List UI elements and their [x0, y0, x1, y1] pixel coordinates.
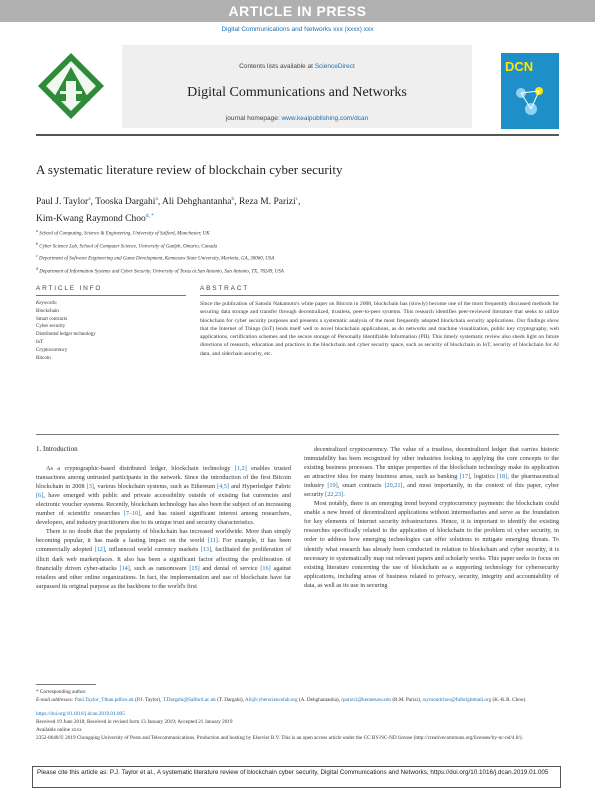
abstract-rule — [200, 295, 559, 296]
author-separator: , — [90, 197, 96, 208]
cite-this-article-box: Please cite this article as: P.J. Taylor et al., A systematic literature review of blockchain cyber security, Digital Communications and Networks, https://doi.org/10.1016/j.dcan.2019.01.005 — [32, 766, 561, 788]
abstract-text: Since the publication of Satoshi Nakamoto's white paper on Bitcoin in 2008, blockchain has (slowly) become one of the most frequently discussed methods for securing data storage and transfer through decentralized, trustless, peer-to-peer systems. This research identifies peer-reviewed literature that seeks to utilize blockchain for cyber security purposes and presents a systematic analysis of the most frequently adopted blockchain security applications. Our findings show that the Internet of Things (IoT) lends itself well to novel blockchain applications, as do networks and machine visualization, public key cryptography, web applications, certification schemes and the secure storage of Personally Identifiable Information (PII). This timely systematic review also sheds light on future directions of research, education and practices in the blockchain and cyber security space, such as security of blockchain in IoT, security of blockchain for AI data, and sidechain security, etc. — [200, 301, 559, 357]
author-affil-mark[interactable]: b — [231, 196, 235, 202]
homepage-prefix: journal homepage: — [225, 115, 280, 122]
cover-art-icon — [507, 79, 553, 123]
body-text: decentralized cryptocurrency. The value of a trustless, decentralized ledger that carries historic immutability has been recognized by other industries looking to applying the core concepts to the existing business processes. The unique properties of the blockchain technology make its application an attractive idea for many business areas, such as banking — [304, 446, 559, 481]
article-info-rule — [36, 295, 186, 296]
keywords-block — [36, 300, 176, 362]
homepage-link[interactable]: www.keaipublishing.com/dcan — [281, 115, 369, 122]
body-text: . — [343, 491, 345, 499]
email-link[interactable]: rparizi1@kennesaw.edu — [341, 697, 392, 703]
email-owner: (T. Dargahi), — [215, 697, 245, 703]
affiliation-text: Department of Software Engineering and Game Development, Kennesaw State University, Marietta, GA, 30060, USA — [39, 256, 275, 262]
author-line-2 — [36, 209, 436, 226]
header-rule — [36, 134, 559, 136]
body-paragraph — [304, 445, 559, 499]
body-text: and denial of service — [199, 564, 261, 572]
author-separator: , — [298, 197, 301, 208]
corresponding-author-note: * Corresponding author. — [36, 689, 87, 695]
contents-line — [122, 63, 472, 70]
keyword-item: Cryptocurrency — [36, 347, 68, 353]
abstract-bottom-rule — [36, 434, 559, 435]
affiliation-item — [36, 264, 516, 277]
affiliation-mark: b — [36, 240, 38, 246]
body-right-column — [304, 445, 559, 590]
citation-link[interactable]: [20,21] — [384, 482, 403, 490]
author-affil-mark[interactable]: a — [88, 196, 91, 202]
affiliation-item — [36, 251, 516, 264]
body-text: . For example, it has been commercially adopted — [36, 537, 291, 554]
citation-link[interactable]: [22,23] — [325, 491, 344, 499]
body-text: , various blockchain systems, such as Ethereum — [93, 483, 218, 491]
email-link[interactable]: T.Dargahi@Salford.ac.uk — [162, 697, 216, 703]
abstract-heading: ABSTRACT — [200, 285, 250, 292]
body-text: against retailers and other online organizations. In fact, the implementation and use of blockchain have far surpassed its original purpose as the backbone to the world's first — [36, 564, 292, 590]
sciencedirect-link[interactable]: ScienceDirect — [314, 63, 355, 70]
section-title: 1. Introduction — [36, 445, 78, 453]
citation-link[interactable]: [6] — [36, 492, 44, 500]
doi-link[interactable]: https://doi.org/10.1016/j.dcan.2019.01.005 — [36, 711, 125, 717]
citation-link[interactable]: [13] — [200, 546, 212, 554]
author-separator: , — [234, 197, 239, 208]
author-affil-mark[interactable]: a — [155, 196, 158, 202]
affiliation-text: Department of Information Systems and Cyber Security, University of Texas at San Antonio, San Antonio, TX, 78249, USA — [39, 269, 284, 275]
citation-link[interactable]: [19] — [327, 482, 338, 490]
citation-link[interactable]: [18] — [497, 473, 508, 481]
publisher-logo-icon — [36, 51, 106, 121]
keyword-item: Blockchain — [36, 308, 59, 314]
affiliation-mark: d — [36, 265, 38, 271]
author-name[interactable]: Kim-Kwang Raymond Choo — [36, 214, 146, 225]
email-owner: (P.J. Taylor), — [133, 697, 163, 703]
author-separator: , — [157, 197, 163, 208]
body-text: , have emerged with public and private accessibility outside of existing fiat currencies and electronic voucher systems. Recently, blockchain technology has also been the subject of an increasing number of scientific researches — [36, 492, 291, 518]
email-owner: (R.M. Parizi), — [391, 697, 423, 703]
keyword-item: Cyber security — [36, 324, 66, 330]
author-list — [36, 192, 436, 226]
journal-header — [36, 45, 559, 128]
email-link[interactable]: raymondchoo@fulbrightmail.org — [422, 697, 492, 703]
journal-cover-image[interactable] — [501, 53, 559, 129]
body-text: There is no doubt that the popularity of blockchain has increased worldwide. More than simply becoming popular, it has made a lasting impact on the world — [36, 528, 291, 545]
body-text: Most notably, there is an emerging trend beyond cryptocurrency payments: the blockchain could enable a new breed of decentralized applications without intermediaries and serve as the foundation for key elements of Internet security infrastructures. Hence, it is important to identify the existing researches specifically related to the application of blockchain to the problem of cyber security, in order to address how emerging technologies can offer solutions to mitigate emerging threats. To identify what research has already been conducted in relation to blockchain and cyber security, it is necessary to systematically map out relevant papers and scholarly works. This paper seeks to focus on existing literature concerning the use of blockchain as a supporting technology for cybersecurity applications, including areas of business related to privacy, security, integrity and accountability of data, as well as its use in securing — [304, 500, 559, 589]
author-name[interactable]: Tooska Dargahi — [95, 197, 156, 208]
email-label: E-mail addresses: — [36, 697, 74, 703]
citation-link[interactable]: [12] — [94, 546, 105, 554]
journal-citation-line[interactable]: Digital Communications and Networks xxx (xxxx) xxx — [221, 26, 374, 33]
citation-link[interactable]: [4,5] — [217, 483, 230, 491]
received-dates: Received 19 June 2018; Received in revised form 13 January 2019; Accepted 21 January 2019 — [36, 719, 233, 725]
email-addresses — [36, 696, 559, 704]
citation-link[interactable]: [7–10] — [123, 510, 141, 518]
body-paragraph — [36, 464, 291, 527]
body-paragraph — [304, 499, 559, 589]
body-text: , and has raised significant interest among researchers, developers, and industry practitioners due to its unique trust and security characteristics. — [36, 510, 292, 527]
body-text: , logistics — [470, 473, 497, 481]
footnotes — [36, 688, 559, 742]
copyright-notice: 2352-8648/© 2019 Chongqing University of Posts and Telecommunications. Production and hosting by Elsevier B.V. This is an open access article under the CC BY-NC-ND license (http://creativecommons.org/licenses/by-nc-nd/4.0/). — [36, 735, 523, 741]
affiliations — [36, 226, 516, 277]
email-link[interactable]: Ali@cybersciencelab.org — [244, 697, 298, 703]
keyword-item: IoT — [36, 339, 44, 345]
affiliation-item — [36, 226, 516, 239]
footnote-rule — [36, 684, 96, 685]
contents-prefix: Contents lists available at — [239, 63, 313, 70]
author-line-1 — [36, 192, 436, 209]
journal-title: Digital Communications and Networks — [187, 85, 407, 100]
affiliation-mark: c — [36, 253, 38, 259]
keyword-item: Smart contracts — [36, 316, 68, 322]
affiliation-item — [36, 239, 516, 252]
author-affil-mark[interactable]: c — [295, 196, 299, 202]
citation-link[interactable]: [11] — [207, 537, 218, 545]
email-owner: (A. Dehghantanha), — [297, 697, 342, 703]
cover-title: DCN — [505, 59, 534, 74]
body-text: , smart contracts — [337, 482, 385, 490]
citation-link[interactable]: [14] — [119, 564, 130, 572]
body-text: , influenced world currency markets — [104, 546, 201, 554]
body-text: , such as ransomware — [129, 564, 190, 572]
keywords-heading: Keywords: — [36, 301, 58, 306]
email-owner: (K.-K.R. Choo). — [491, 697, 527, 703]
email-link[interactable]: Paul.Taylor_Tthan.pdlice.uk — [74, 697, 134, 703]
body-text: , facilitated the proliferation of illicit dark web marketplaces. It also has been a significant factor affecting the proliferation of financially driven cyber-attacks — [36, 546, 292, 572]
author-affil-mark[interactable]: d, * — [145, 213, 155, 220]
article-title: A systematic literature review of blockchain cyber security — [36, 162, 343, 177]
body-text: , the pharmaceutical industry — [304, 473, 559, 490]
body-left-column — [36, 445, 291, 591]
available-online: Available online xxxx — [36, 727, 82, 733]
citation-link[interactable]: [3] — [86, 483, 94, 491]
affiliation-mark: a — [36, 228, 38, 233]
article-in-press-banner: ARTICLE IN PRESS — [0, 0, 595, 22]
citation-link[interactable]: [16] — [260, 564, 271, 572]
keyword-item: Bitcoin — [36, 355, 51, 361]
article-info-heading: ARTICLE INFO — [36, 285, 103, 292]
body-paragraph — [36, 527, 291, 590]
keyword-item: Distributed ledger technology — [36, 332, 96, 338]
body-text: , and most importantly, in the context of this paper, cyber security — [304, 482, 559, 499]
author-name[interactable]: Paul J. Taylor — [36, 197, 89, 208]
homepage-line — [122, 115, 472, 122]
author-name[interactable]: Reza M. Parizi — [238, 197, 296, 208]
journal-header-center — [122, 45, 472, 128]
citation-link[interactable]: [1,2] — [234, 465, 247, 473]
affiliation-text: Cyber Science Lab, School of Computer Science, University of Guelph, Ontario, Canada — [39, 244, 218, 250]
body-text: enables trusted transactions among untrusted participants in the network. Since the introduction of the first Bitcoin blockchain in 2008 — [36, 465, 291, 491]
body-text: As a cryptographic-based distributed ledger, blockchain technology — [46, 465, 235, 473]
author-name[interactable]: Ali Dehghantanha — [162, 197, 232, 208]
affiliation-text: School of Computing, Science & Engineering, University of Salford, Manchester, UK — [39, 231, 210, 237]
citation-link[interactable]: [17] — [459, 473, 471, 481]
body-text: and Hyperledger Fabric — [229, 483, 291, 491]
citation-link[interactable]: [15] — [189, 564, 200, 572]
